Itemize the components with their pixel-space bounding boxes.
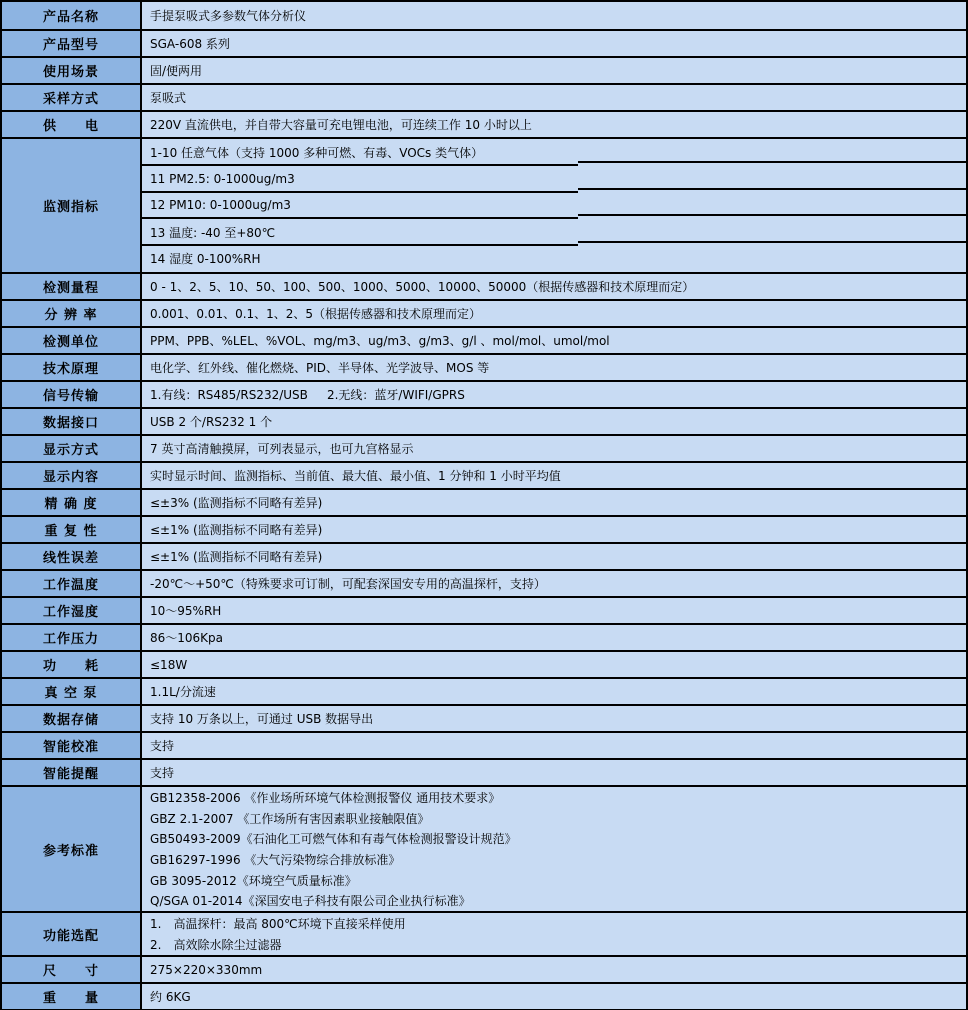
row-value: 0 - 1、2、5、10、50、100、500、1000、5000、10000、50000（根据传感器和技术原理而定） [142,274,966,299]
row-value: 固/便两用 [142,58,966,83]
monitor-subrow: 13 温度: -40 至+80℃ [150,225,276,240]
table-row-power-consumption [2,650,966,677]
table-row-technical-principle [2,353,966,380]
row-label: 显示方式 [2,436,142,461]
table-row-data-interface [2,407,966,434]
monitor-subrow: 1-10 任意气体（支持 1000 多种可燃、有毒、VOCs 类气体） [150,145,484,160]
table-row-reference-standards [2,785,966,911]
table-row-display-mode [2,434,966,461]
subrow-divider [578,241,966,243]
table-row-power-supply [2,110,966,137]
table-row-signal-transmission [2,380,966,407]
row-value: ≤18W [142,652,966,677]
row-value: 7 英寸高清触摸屏，可列表显示，也可九宫格显示 [142,436,966,461]
row-value: -20℃～+50℃（特殊要求可订制，可配套深国安专用的高温探杆，支持） [142,571,966,596]
table-row-data-storage [2,704,966,731]
row-value: 泵吸式 [142,85,966,110]
row-label: 线性误差 [2,544,142,569]
row-value: 实时显示时间、监测指标、当前值、最大值、最小值、1 分钟和 1 小时平均值 [142,463,966,488]
row-label: 数据存储 [2,706,142,731]
table-row-smart-reminder [2,758,966,785]
row-label: 监测指标 [2,139,142,272]
table-row-sampling-method [2,83,966,110]
row-label: 重 复 性 [2,517,142,542]
table-row-working-temperature [2,569,966,596]
row-value: PPM、PPB、%LEL、%VOL、mg/m3、ug/m3、g/m3、g/l 、mol/mol、umol/mol [142,328,966,353]
option-item: 1. 高温探杆：最高 800℃环境下直接采样使用 [150,917,406,931]
row-label: 供 电 [2,112,142,137]
row-label: 检测量程 [2,274,142,299]
table-row-optional-functions [2,911,966,955]
standard-item: Q/SGA 01-2014《深国安电子科技有限公司企业执行标准》 [150,894,471,909]
standard-item: GBZ 2.1-2007 《工作场所有害因素职业接触限值》 [150,811,430,826]
table-row-display-content [2,461,966,488]
row-label: 功能选配 [2,913,142,955]
row-value: 手提泵吸式多参数气体分析仪 [142,2,966,29]
row-label: 尺 寸 [2,957,142,982]
standard-item: GB 3095-2012《环境空气质量标准》 [150,873,357,888]
row-value: 支持 10 万条以上，可通过 USB 数据导出 [142,706,966,731]
monitor-subrow: 11 PM2.5: 0-1000ug/m3 [150,171,295,186]
row-value: 10～95%RH [142,598,966,623]
row-value: 支持 [142,760,966,785]
row-value: 220V 直流供电，并自带大容量可充电锂电池，可连续工作 10 小时以上 [142,112,966,137]
row-label: 重 量 [2,984,142,1009]
row-value: 电化学、红外线、催化燃烧、PID、半导体、光学波导、MOS 等 [142,355,966,380]
row-value: 275×220×330mm [142,957,966,982]
row-value: USB 2 个/RS232 1 个 [142,409,966,434]
standards-list [142,787,966,911]
monitor-subrow: 12 PM10: 0-1000ug/m3 [150,198,291,213]
table-row-detection-range [2,272,966,299]
row-value: ≤±1% (监测指标不同略有差异) [142,517,966,542]
row-value: ≤±1% (监测指标不同略有差异) [142,544,966,569]
options-list [142,913,966,955]
row-label: 信号传输 [2,382,142,407]
monitor-subrow: 14 湿度 0-100%RH [150,252,261,267]
table-row-vacuum-pump [2,677,966,704]
row-label: 功 耗 [2,652,142,677]
table-row-usage-scene [2,56,966,83]
table-row-linearity-error [2,542,966,569]
subrow-divider [142,244,578,246]
row-value: 86～106Kpa [142,625,966,650]
row-label: 产品型号 [2,31,142,56]
row-label: 精 确 度 [2,490,142,515]
subrow-divider [578,161,966,163]
subrow-divider [142,164,578,166]
row-label: 工作温度 [2,571,142,596]
row-value: 0.001、0.01、0.1、1、2、5（根据传感器和技术原理而定） [142,301,966,326]
row-label: 使用场景 [2,58,142,83]
subrow-divider [578,188,966,190]
standard-item: GB16297-1996 《大气污染物综合排放标准》 [150,852,401,867]
row-label: 智能校准 [2,733,142,758]
table-row-dimensions [2,955,966,982]
row-label: 产品名称 [2,2,142,29]
row-label: 显示内容 [2,463,142,488]
row-value: 1.有线：RS485/RS232/USB 2.无线：蓝牙/WIFI/GPRS [142,382,966,407]
monitor-subrows [142,139,966,272]
row-label: 数据接口 [2,409,142,434]
table-row-working-pressure [2,623,966,650]
standard-item: GB50493-2009《石油化工可燃气体和有毒气体检测报警设计规范》 [150,832,517,847]
table-row-detection-unit [2,326,966,353]
row-value: SGA-608 系列 [142,31,966,56]
standard-item: GB12358-2006 《作业场所环境气体检测报警仪 通用技术要求》 [150,790,501,805]
row-value: 支持 [142,733,966,758]
table-row-resolution [2,299,966,326]
row-value: 约 6KG [142,984,966,1009]
option-item: 2. 高效除水除尘过滤器 [150,938,282,952]
table-row-accuracy [2,488,966,515]
subrow-divider [142,191,578,193]
row-value: ≤±3% (监测指标不同略有差异) [142,490,966,515]
row-label: 工作湿度 [2,598,142,623]
subrow-divider [142,217,578,219]
row-label: 智能提醒 [2,760,142,785]
table-row-repeatability [2,515,966,542]
table-row-monitor-indicators [2,137,966,272]
row-label: 分 辨 率 [2,301,142,326]
row-label: 工作压力 [2,625,142,650]
row-label: 技术原理 [2,355,142,380]
row-label: 真 空 泵 [2,679,142,704]
table-row-smart-calibration [2,731,966,758]
table-row-product-model [2,29,966,56]
table-row-weight [2,982,966,1009]
table-row-working-humidity [2,596,966,623]
row-value: 1.1L/分流速 [142,679,966,704]
subrow-divider [578,214,966,216]
row-label: 检测单位 [2,328,142,353]
table-row-product-name [2,2,966,29]
row-label: 采样方式 [2,85,142,110]
row-label: 参考标准 [2,787,142,911]
